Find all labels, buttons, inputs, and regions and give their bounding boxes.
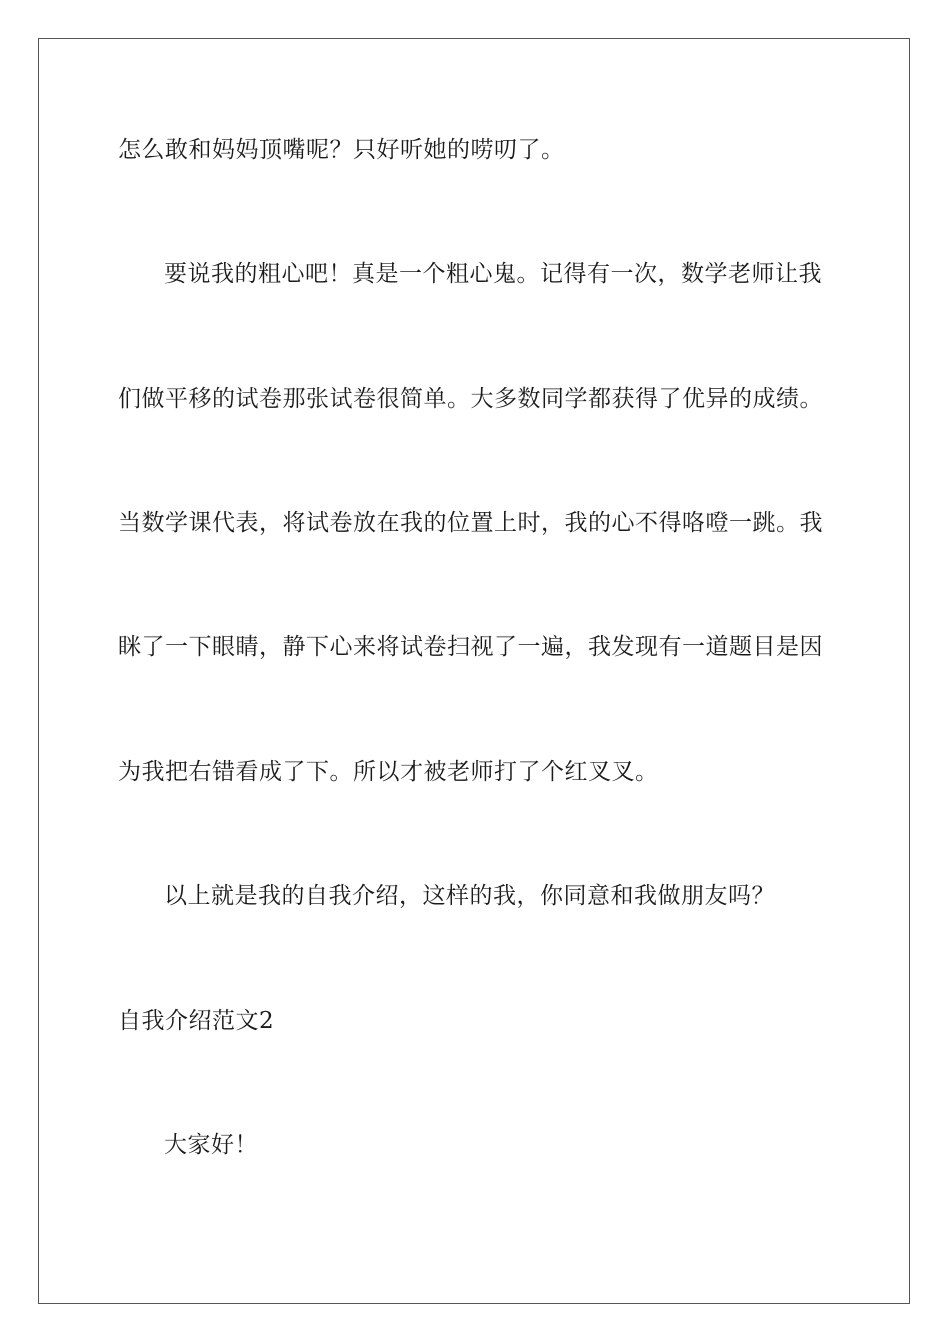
paragraph-line-2: 要说我的粗心吧！真是一个粗心鬼。记得有一次，数学老师让我: [164, 261, 822, 287]
greeting-line: 大家好！: [164, 1132, 258, 1158]
paragraph-line-6: 为我把右错看成了下。所以才被老师打了个红叉叉。: [118, 759, 659, 785]
paragraph-line-7: 以上就是我的自我介绍，这样的我，你同意和我做朋友吗？: [164, 883, 775, 909]
paragraph-line-1: 怎么敢和妈妈顶嘴呢？只好听她的唠叨了。: [118, 137, 565, 163]
page-border: [38, 38, 910, 1304]
paragraph-line-3: 们做平移的试卷那张试卷很简单。大多数同学都获得了优异的成绩。: [118, 386, 823, 412]
paragraph-line-4: 当数学课代表，将试卷放在我的位置上时，我的心不得咯噔一跳。我: [118, 510, 823, 536]
paragraph-line-5: 眯了一下眼睛，静下心来将试卷扫视了一遍，我发现有一道题目是因: [118, 634, 823, 660]
section-heading: 自我介绍范文2: [118, 1008, 275, 1034]
